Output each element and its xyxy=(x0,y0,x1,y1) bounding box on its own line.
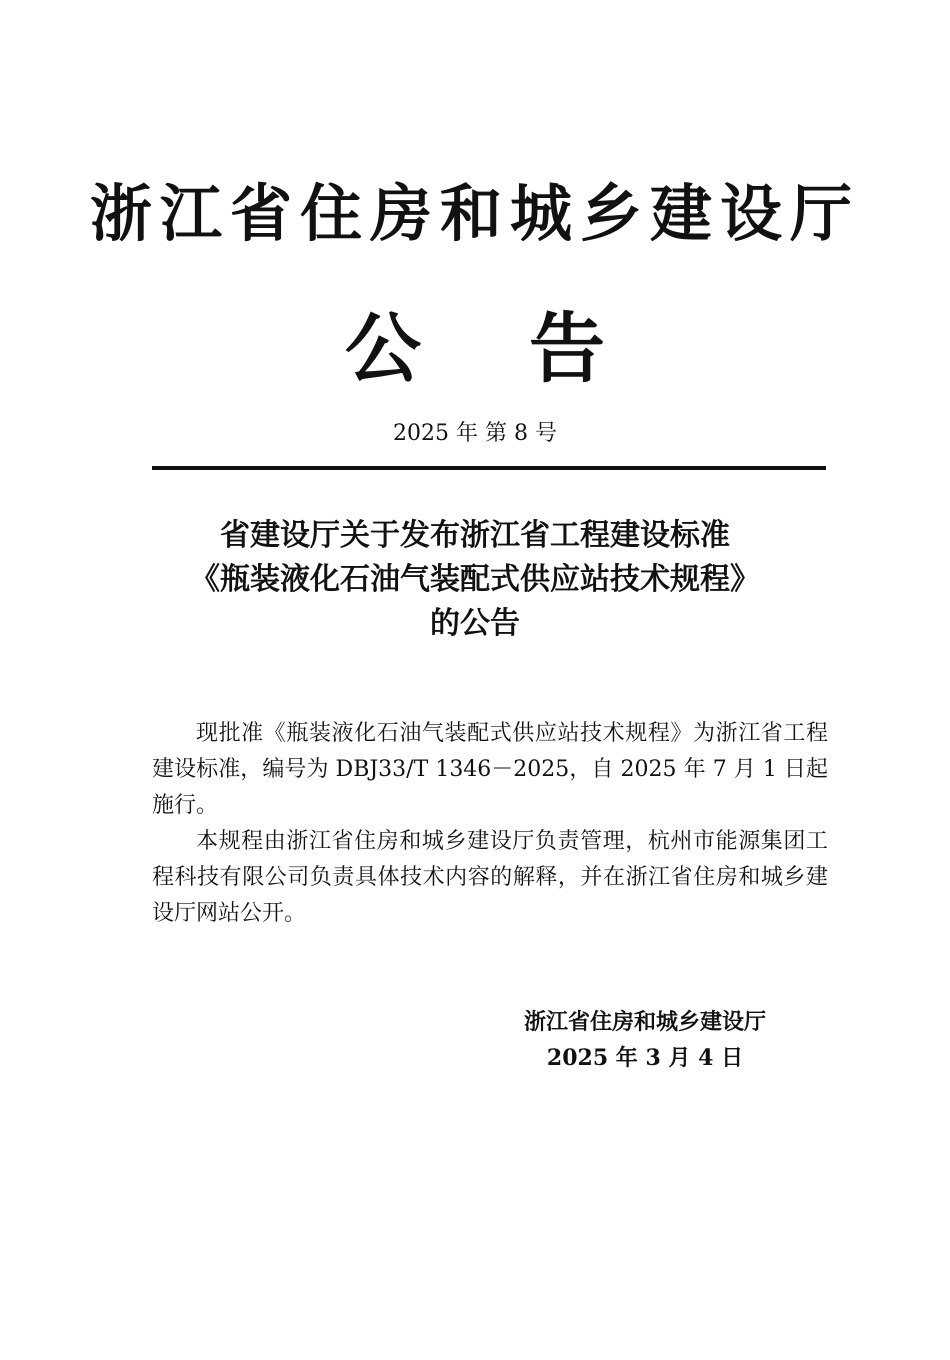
title-line: 《瓶装液化石油气装配式供应站技术规程》 xyxy=(190,562,760,597)
header-divider xyxy=(152,466,826,470)
title-line: 省建设厅关于发布浙江省工程建设标准 xyxy=(220,518,730,553)
body-paragraph: 本规程由浙江省住房和城乡建设厅负责管理，杭州市能源集团工程科技有限公司负责具体技术内容的解释，并在浙江省住房和城乡建设厅网站公开。 xyxy=(152,829,828,926)
issuing-organization-header: 浙江省住房和城乡建设厅 xyxy=(89,177,860,250)
announcement-body xyxy=(152,716,828,932)
signature-date: 2025 年 3 月 4 日 xyxy=(546,1045,744,1071)
document-type-heading xyxy=(0,306,950,392)
body-paragraph: 现批准《瓶装液化石油气装配式供应站技术规程》为浙江省工程建设标准，编号为 DBJ33/T 1346－2025，自 2025 年 7 月 1 日起施行。 xyxy=(152,721,828,818)
announcement-title xyxy=(0,514,950,646)
document-number: 2025 年 第 8 号 xyxy=(393,421,557,446)
title-line: 的公告 xyxy=(430,606,520,641)
signature-issuer: 浙江省住房和城乡建设厅 xyxy=(523,1009,766,1035)
document-type-char: 公 xyxy=(345,304,421,393)
signature-block xyxy=(500,1004,790,1076)
document-type-char: 告 xyxy=(529,304,605,393)
